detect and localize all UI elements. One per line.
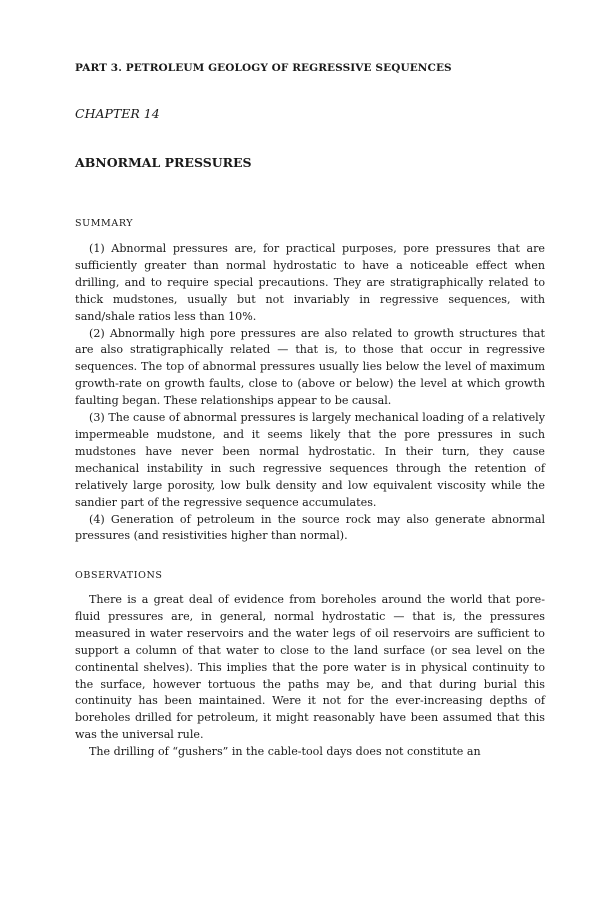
- observations-paragraph-2: The drilling of “gushers” in the cable-tool days does not constitute an: [89, 745, 481, 759]
- chapter-title: ABNORMAL PRESSURES: [75, 155, 252, 170]
- summary-paragraph-4: (4) Generation of petroleum in the source rock may also generate abnormal pressures (and resistivities higher than normal).: [75, 512, 545, 543]
- chapter-number: CHAPTER 14: [75, 106, 160, 121]
- summary-paragraph-1: (1) Abnormal pressures are, for practical purposes, pore pressures that are sufficiently greater than normal hydrostatic to have a noticeable effect when drilling, and to require special precautions. They are stratigraphically related to thick mudstones, usually but not invariably in regressive sequences, with sand/shale ratios less than 10%.: [75, 242, 545, 323]
- summary-paragraph-3: (3) The cause of abnormal pressures is largely mechanical loading of a relatively impermeable mudstone, and it seems likely that the pore pressures in such mudstones have never been normal hydrostatic. In their turn, they cause mechanical instability in such regressive sequences through the retention of relatively large porosity, low bulk density and low equivalent viscosity while the sandier part of the regressive sequence accumulates.: [75, 411, 545, 509]
- summary-body: [75, 241, 545, 545]
- part-title: PART 3. PETROLEUM GEOLOGY OF REGRESSIVE SEQUENCES: [75, 62, 452, 74]
- summary-heading: SUMMARY: [75, 218, 134, 229]
- summary-paragraph-2: (2) Abnormally high pore pressures are also related to growth structures that are also stratigraphically related — that is, to those that occur in regressive sequences. The top of abnormal pressures usually lies below the level of maximum growth-rate on growth faults, close to (above or below) the level at which growth faulting began. These relationships appear to be causal.: [75, 326, 545, 408]
- observations-heading: OBSERVATIONS: [75, 570, 163, 581]
- observations-body: [75, 592, 545, 761]
- observations-paragraph-1: There is a great deal of evidence from boreholes around the world that pore-fluid pressures are, in general, normal hydrostatic — that is, the pressures measured in water reservoirs and the water legs of oil reservoirs are sufficient to support a column of that water to close to the land surface (or sea level on the continental shelves). This implies that the pore water is in physical continuity to the surface, however tortuous the paths may be, and that during burial this continuity has been maintained. Were it not for the ever-increasing depths of boreholes drilled for petroleum, it might reasonably have been assumed that this was the universal rule.: [75, 593, 545, 742]
